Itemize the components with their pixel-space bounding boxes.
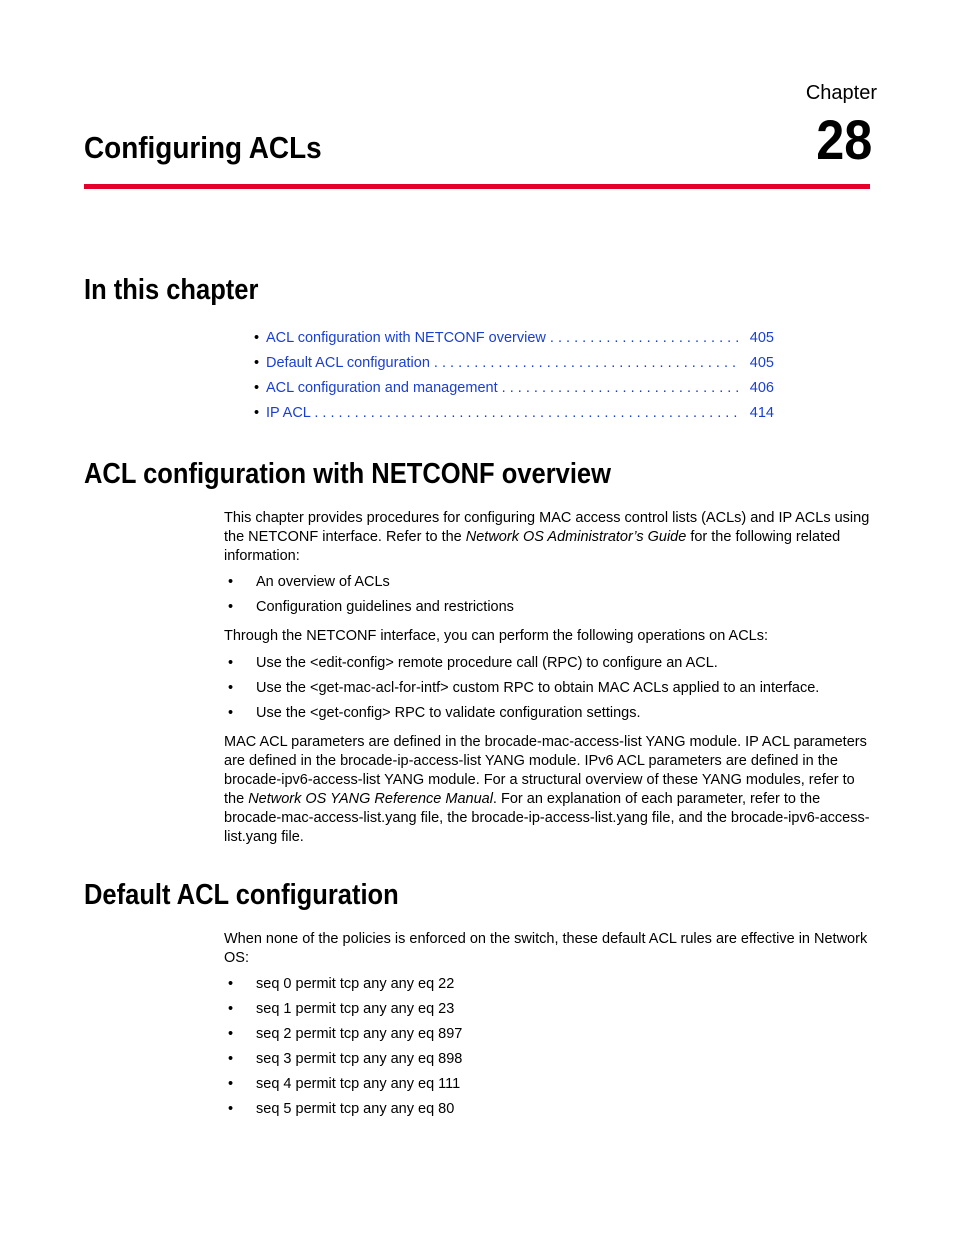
toc-item[interactable] [254, 380, 774, 405]
list-item [224, 655, 819, 680]
bullet-icon: • [228, 1001, 234, 1017]
bullet-icon: • [228, 655, 234, 671]
list-item-text: seq 4 permit tcp any any eq 111 [256, 1076, 461, 1092]
bullet-icon: • [228, 976, 234, 992]
toc-item[interactable] [254, 405, 774, 430]
toc-link[interactable]: ACL configuration with NETCONF overview . . . [266, 330, 740, 346]
list-item [224, 574, 514, 599]
bullet-icon: • [254, 330, 260, 346]
default-acl-intro: When none of the policies is enforced on the switch, these default ACL rules are effective in Network OS: [224, 931, 868, 966]
list-item [224, 599, 514, 624]
toc-link[interactable]: ACL configuration and management . . . [266, 380, 740, 396]
netconf-intro-paragraph [224, 509, 874, 566]
operations-list [224, 655, 819, 730]
intro-text: This chapter provides procedures for configuring MAC access control lists (ACLs) and IP ACLs using the NETCONF interface. Refer to the [224, 510, 870, 545]
default-acl-heading: Default ACL configuration [84, 879, 399, 911]
list-item-text: An overview of ACLs [256, 574, 390, 590]
bullet-icon: • [228, 1101, 234, 1117]
in-this-chapter-heading: In this chapter [84, 274, 259, 306]
list-item-text: seq 0 permit tcp any any eq 22 [256, 976, 455, 992]
list-item [224, 1051, 462, 1076]
list-item [224, 1076, 462, 1101]
toc-item[interactable] [254, 330, 774, 355]
bullet-icon: • [228, 1026, 234, 1042]
list-item-text: Use the <edit-config> remote procedure call (RPC) to configure an ACL. [256, 655, 718, 671]
list-item-text: seq 3 permit tcp any any eq 898 [256, 1051, 463, 1067]
intro-text-end: for the following related information: [224, 529, 841, 564]
yang-params-paragraph [224, 733, 874, 847]
list-item-text: seq 5 permit tcp any any eq 80 [256, 1101, 455, 1117]
chapter-label: Chapter [805, 82, 877, 104]
bullet-icon: • [228, 680, 234, 696]
chapter-rule [84, 184, 870, 189]
list-item-text: seq 1 permit tcp any any eq 23 [256, 1001, 455, 1017]
list-item [224, 1101, 462, 1126]
chapter-toc [254, 330, 774, 430]
list-item [224, 680, 819, 705]
default-rules-list [224, 976, 462, 1126]
list-item-text: seq 2 permit tcp any any eq 897 [256, 1026, 463, 1042]
related-info-list [224, 574, 514, 624]
bullet-icon: • [228, 599, 234, 615]
params-text: MAC ACL parameters are defined in the brocade-mac-access-list YANG module. IP ACL parameters are defined in the brocade-ip-access-list YANG module. IPv6 ACL parameters are defined in the brocade-ipv6-access-list YANG module. For a structural overview of these YANG modules, refer to the [224, 734, 867, 807]
toc-page[interactable]: 414 [749, 405, 774, 421]
list-item-text: Use the <get-mac-acl-for-intf> custom RPC to obtain MAC ACLs applied to an interface. [256, 680, 820, 696]
toc-page[interactable]: 406 [749, 380, 774, 396]
list-item [224, 1026, 462, 1051]
toc-link[interactable]: IP ACL . . . [266, 405, 740, 421]
bullet-icon: • [254, 405, 260, 421]
bullet-icon: • [254, 380, 260, 396]
list-item-text: Use the <get-config> RPC to validate configuration settings. [256, 705, 641, 721]
netconf-overview-heading: ACL configuration with NETCONF overview [84, 458, 611, 490]
ops-intro-paragraph: Through the NETCONF interface, you can perform the following operations on ACLs: [224, 628, 769, 644]
list-item-text: Configuration guidelines and restrictions [256, 599, 514, 615]
toc-page[interactable]: 405 [749, 355, 774, 371]
chapter-number: 28 [815, 108, 872, 171]
bullet-icon: • [228, 1076, 234, 1092]
toc-link[interactable]: Default ACL configuration . . . [266, 355, 740, 371]
params-text-end: . For an explanation of each parameter, refer to the brocade-mac-access-list.yang file, the brocade-ip-access-list.yang file, and the brocade-ipv6-access-list.yang file. [224, 791, 870, 845]
bullet-icon: • [228, 574, 234, 590]
bullet-icon: • [254, 355, 260, 371]
admin-guide-title: Network OS Administrator’s Guide [465, 529, 687, 545]
toc-page[interactable]: 405 [749, 330, 774, 346]
toc-item[interactable] [254, 355, 774, 380]
yang-manual-title: Network OS YANG Reference Manual [248, 791, 493, 807]
list-item [224, 705, 819, 730]
list-item [224, 1001, 462, 1026]
bullet-icon: • [228, 705, 234, 721]
chapter-title: Configuring ACLs [84, 130, 322, 165]
bullet-icon: • [228, 1051, 234, 1067]
list-item [224, 976, 462, 1001]
